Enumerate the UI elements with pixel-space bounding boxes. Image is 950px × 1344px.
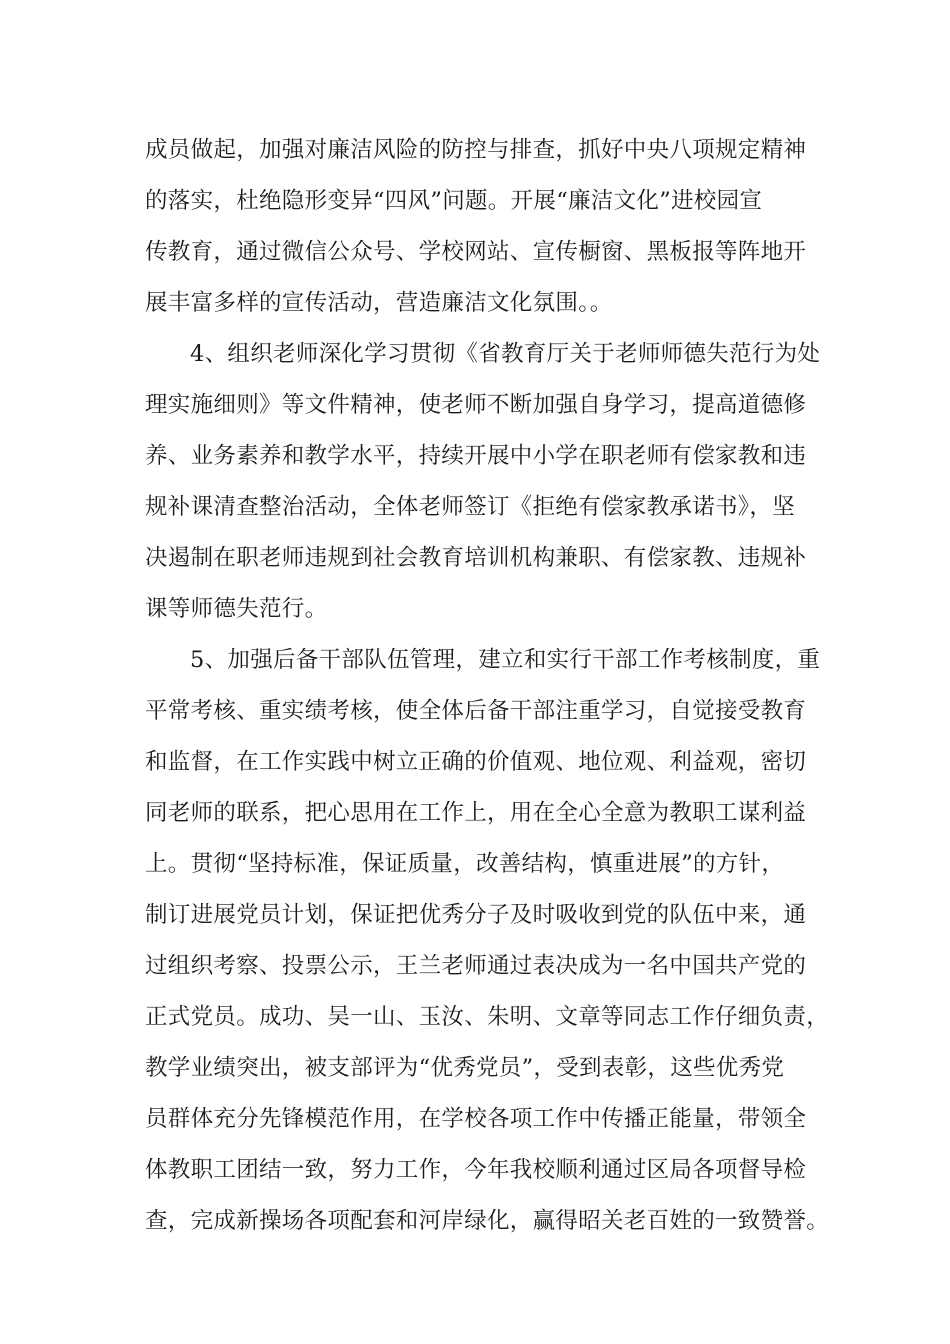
text-line: 正式党员。成功、吴一山、玉汝、朱明、文章等同志工作仔细负责， — [145, 1004, 830, 1030]
text-line: 课等师德失范行。 — [145, 596, 328, 622]
text-line: 决遏制在职老师违规到社会教育培训机构兼职、有偿家教、违规补 — [145, 545, 807, 571]
text-line: 理实施细则》等文件精神，使老师不断加强自身学习，提高道德修 — [145, 392, 807, 418]
text-line: 平常考核、重实绩考核，使全体后备干部注重学习，自觉接受教育 — [145, 698, 807, 724]
text-line: 制订进展党员计划，保证把优秀分子及时吸收到党的队伍中来，通 — [145, 902, 807, 928]
paragraph-5-first-line: 5、加强后备干部队伍管理，建立和实行干部工作考核制度，重 — [190, 647, 821, 673]
text-line: 的落实，杜绝隐形变异“四风”问题。开展“廉洁文化”进校园宣 — [145, 188, 763, 214]
text-line: 规补课清查整治活动，全体老师签订《拒绝有偿家教承诺书》，坚 — [145, 494, 795, 520]
text-line: 上。贯彻“坚持标准，保证质量，改善结构，慎重进展”的方针， — [145, 851, 785, 877]
paragraph-4-first-line: 4、组织老师深化学习贯彻《省教育厅关于老师师德失范行为处 — [190, 341, 821, 367]
text-line: 教学业绩突出，被支部评为“优秀党员”，受到表彰，这些优秀党 — [145, 1055, 785, 1081]
text-line: 传教育，通过微信公众号、学校网站、宣传橱窗、黑板报等阵地开 — [145, 239, 807, 265]
text-line: 体教职工团结一致，努力工作，今年我校顺利通过区局各项督导检 — [145, 1157, 807, 1183]
text-line: 成员做起，加强对廉洁风险的防控与排查，抓好中央八项规定精神 — [145, 137, 807, 163]
text-line: 过组织考察、投票公示，王兰老师通过表决成为一名中国共产党的 — [145, 953, 807, 979]
text-line: 查，完成新操场各项配套和河岸绿化，赢得昭关老百姓的一致赞誉。 — [145, 1208, 830, 1234]
text-line: 同老师的联系，把心思用在工作上，用在全心全意为教职工谋利益 — [145, 800, 807, 826]
text-line: 展丰富多样的宣传活动，营造廉洁文化氛围。。 — [145, 290, 613, 316]
text-line: 员群体充分先锋模范作用，在学校各项工作中传播正能量，带领全 — [145, 1106, 807, 1132]
text-line: 和监督，在工作实践中树立正确的价值观、地位观、利益观，密切 — [145, 749, 807, 775]
text-line: 养、业务素养和教学水平，持续开展中小学在职老师有偿家教和违 — [145, 443, 807, 469]
